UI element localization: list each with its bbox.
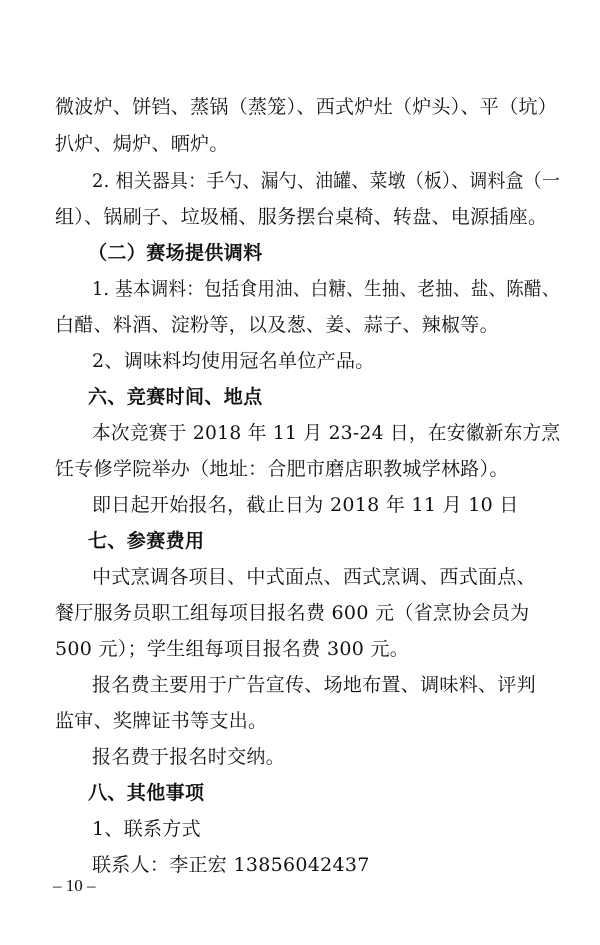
body-line: 扒炉、焗炉、晒炉。 [55,133,229,155]
body-line: 即日起开始报名，截止日为 2018 年 11 月 10 日 [92,494,519,516]
body-line: 监审、奖牌证书等支出。 [55,710,268,732]
body-line: 500 元）；学生组每项目报名费 300 元。 [55,638,410,660]
contact-line: 联系人：李正宏 13856042437 [92,854,370,876]
body-line: 组）、锅刷子、垃圾桶、服务摆台桌椅、转盘、电源插座。 [55,206,548,228]
section-heading: 七、参赛费用 [88,530,205,552]
body-line: 1、联系方式 [92,818,201,840]
body-line: 餐厅服务员职工组每项目报名费 600 元（省烹协会员为 [55,602,530,624]
section-heading: 六、竞赛时间、地点 [88,386,263,408]
body-line: 2、调味料均使用冠名单位产品。 [92,350,375,372]
body-line: 白醋、料酒、淀粉等，以及葱、姜、蒜子、辣椒等。 [55,314,499,336]
body-line: 报名费主要用于广告宣传、场地布置、调味料、评判 [92,674,536,696]
body-line: 微波炉、饼铛、蒸锅（蒸笼）、西式炉灶（炉头）、平（坑） [55,96,558,118]
body-line: 1. 基本调料：包括食用油、白糖、生抽、老抽、盐、陈醋、 [92,278,560,300]
body-line: 本次竞赛于 2018 年 11 月 23-24 日，在安徽新东方烹 [92,422,561,444]
body-line: 饪专修学院举办（地址：合肥市磨店职教城学林路）。 [55,458,509,480]
body-line: 2. 相关器具：手勺、漏勺、油罐、菜墩（板）、调料盒（一 [92,170,561,192]
body-line: 中式烹调各项目、中式面点、西式烹调、西式面点、 [92,566,536,588]
body-line: 报名费于报名时交纳。 [92,746,286,768]
subsection-heading: （二）赛场提供调料 [88,242,263,264]
section-heading: 八、其他事项 [88,782,205,804]
page-number: – 10 – [53,876,96,895]
